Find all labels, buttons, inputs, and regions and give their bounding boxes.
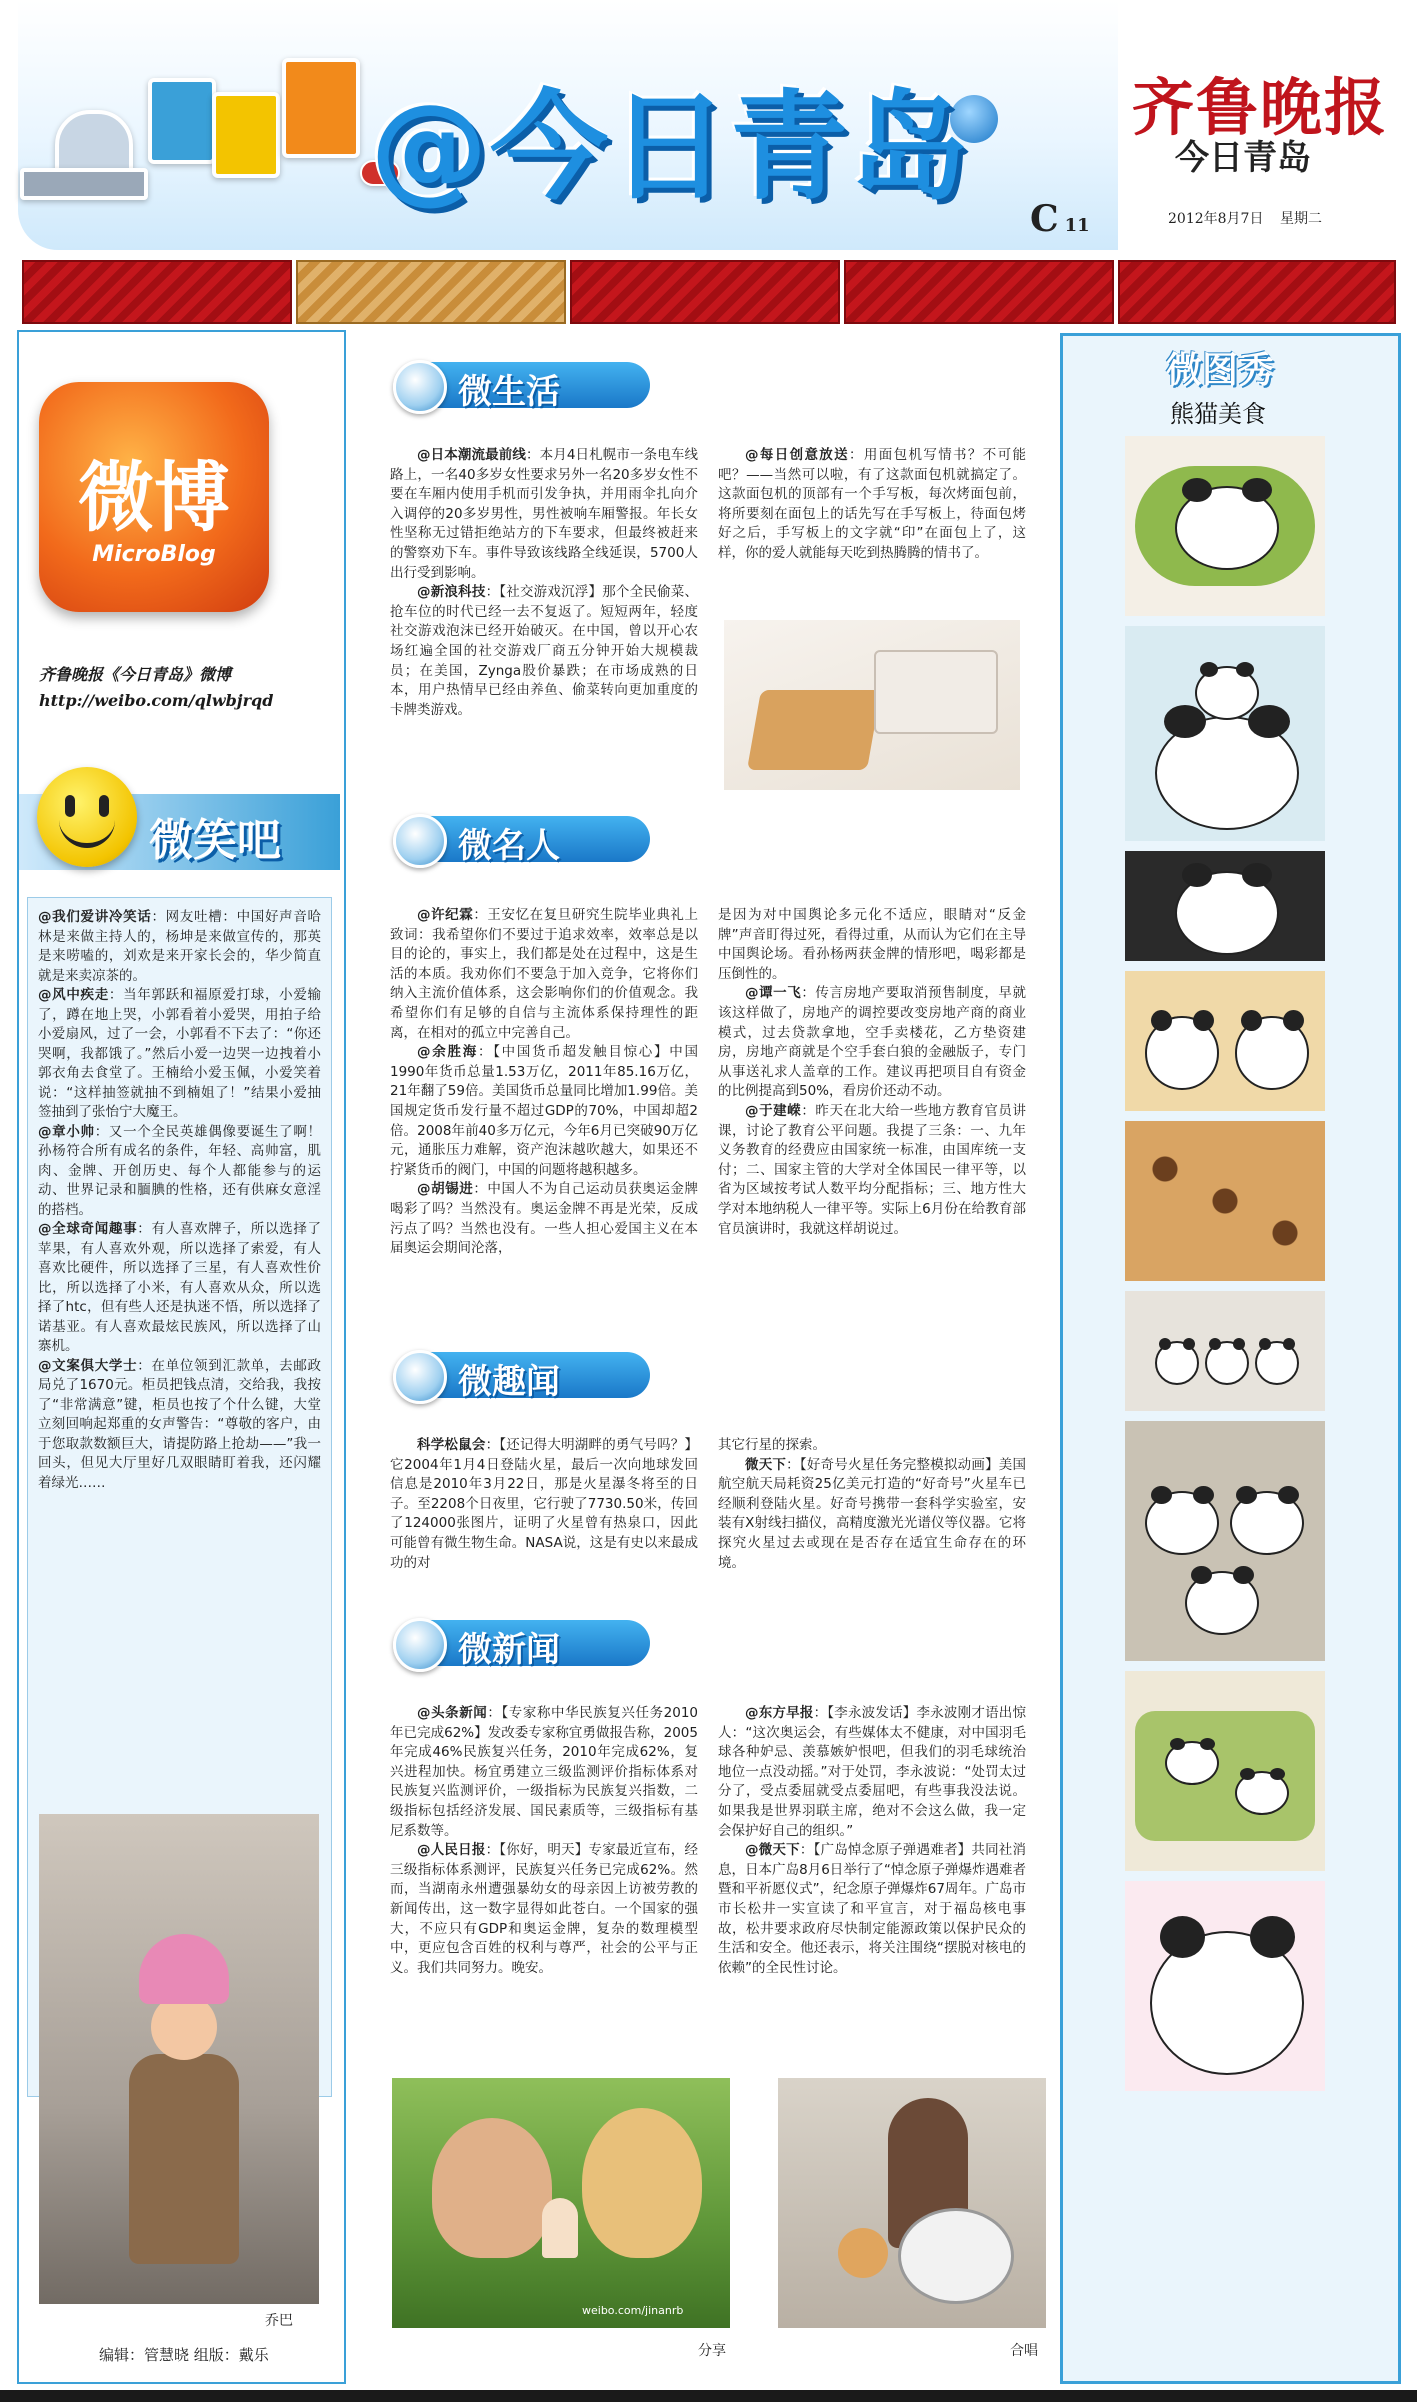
- post-author: 科学松鼠会: [417, 1437, 486, 1453]
- joke-author: @风中疾走: [38, 987, 109, 1003]
- panda-face: [1185, 1571, 1259, 1635]
- panda-food-photo: [1125, 1671, 1325, 1871]
- panda-face: [1230, 1491, 1304, 1555]
- post-author: @人民日报: [417, 1842, 486, 1859]
- stripe-block: [1118, 260, 1396, 324]
- post-author: @每日创意放送: [745, 447, 850, 463]
- weibo-caption: [39, 662, 273, 714]
- panda-food-photo: [1125, 626, 1325, 841]
- books-icon: [393, 1618, 447, 1672]
- post: [390, 1180, 698, 1258]
- panda-face: [1235, 1016, 1309, 1090]
- panda-food-photo: [1125, 436, 1325, 616]
- ice-cream-cone: [542, 2198, 578, 2258]
- edition-name: 今日青岛: [1175, 138, 1311, 178]
- section-title: @今日青岛: [370, 78, 971, 216]
- post-author: @新浪科技: [417, 584, 486, 601]
- joke-item: [38, 986, 321, 1123]
- section-title-celebs: 微名人: [458, 826, 560, 866]
- right-column: [1060, 333, 1401, 2384]
- post-author: @余胜海: [417, 1044, 478, 1061]
- panda-face: [1150, 1931, 1304, 2075]
- post-author: @许纪霖: [417, 907, 474, 923]
- panda-face: [1175, 871, 1279, 955]
- panda-food-photo: [1125, 1421, 1325, 1661]
- post-body: ：【社交游戏沉浮】那个全民偷菜、抢车位的时代已经一去不复返了。短短两年，轻度社交游戏泡沫已经开始破灭。在中国，曾以开心农场红遍全国的社交游戏厂商五分钟开始大规模裁员；在美国，Zynga股价暴跌；在市场成熟的日本，用户热情早已经由养鱼、偷菜转向更加重度的卡牌类游戏。: [390, 584, 698, 718]
- drum: [898, 2208, 1014, 2304]
- life-column-1: [390, 446, 698, 720]
- panda-face: [1175, 486, 1279, 570]
- post: [718, 1436, 1026, 1456]
- joke-author: @我们爱讲冷笑话: [38, 909, 152, 925]
- post-body: ：中国人不为自己运动员获奥运金牌喝彩了吗？当然没有。奥运金牌不再是光荣，反成污点了吗？当然也没有。一些人担心爱国主义在本届奥运会期间沦落，: [390, 1181, 699, 1257]
- news-column-2: [718, 1704, 1026, 1978]
- toaster-photo: [724, 620, 1020, 790]
- celebs-column-1: [390, 906, 698, 1259]
- child-photo: [39, 1814, 319, 2304]
- app-tile-icon: [148, 78, 216, 164]
- post: [718, 984, 1026, 1102]
- joke-item: [38, 1123, 321, 1221]
- share-photo-caption: 分享: [698, 2343, 726, 2359]
- post-body: ：王安忆在复旦研究生院毕业典礼上致词：我希望你们不要过于追求效率，效率总是以目的论的，事实上，我们都是处在过程中，这是生活的本质。我劝你们不要急于加入竞争，它将你们纳入主流价值体系，这会影响你们的价值观念。我希望你们有足够的自信与主流体系保持理性的距离，在相对的孤立中完善自己。: [390, 907, 699, 1041]
- post-body: ：昨天在北大给一些地方教育官员讲课，讨论了教育公平问题。我提了三条：一、九年义务教育的经费应由国家统一标准，由国库统一支付；二、国家主管的大学对全体国民一律平等，以省为区域按考试人数平均分配指标；三、地方性大学对本地纳税人一律平等。实际上6月份在给教育部官员演讲时，我就这样胡说过。: [718, 1102, 1027, 1237]
- weibo-logo-title: 微博: [78, 453, 230, 542]
- joke-item: [38, 1357, 321, 1494]
- laptop-icon: [20, 168, 148, 200]
- post: [390, 1043, 698, 1180]
- child-photo-caption: 乔巴: [265, 2313, 293, 2329]
- editor-credits: 编辑：管慧晓 组版：戴乐: [99, 2346, 269, 2364]
- post-author: @微天下: [745, 1842, 800, 1859]
- joke-author: @章小帅: [38, 1123, 95, 1140]
- girl-figure: [432, 2118, 552, 2258]
- panda-face: [1205, 1341, 1249, 1385]
- tv-tile-icon: [212, 92, 280, 178]
- footer-rule: [0, 2390, 1417, 2402]
- post-body: 其它行星的探索。: [718, 1437, 826, 1453]
- green-roll: [1135, 1711, 1315, 1841]
- panda-food-subtitle: 熊猫美食: [1170, 400, 1266, 428]
- post-body: 是因为对中国舆论多元化不适应，眼睛对“反金牌”声音盯得过死，看得过重，从而认为它们在主导中国舆论场。看孙杨两获金牌的情形吧，喝彩都是压倒性的。: [718, 907, 1026, 982]
- life-column-2: [718, 446, 1026, 564]
- post-author: 微天下: [745, 1456, 787, 1473]
- panda-face: [1155, 1341, 1199, 1385]
- girl-dog-photo: [392, 2078, 730, 2328]
- post-body: ：用面包机写情书？不可能吧？——当然可以啦，有了这款面包机就搞定了。这款面包机的顶部有一个手写板，每次烤面包前，将所要刻在面包上的话先写在手写板上，待面包烤好之后，手写板上的文字就“印”在面包上了，这样，你的爱人就能每天吃到热腾腾的情书了。: [718, 447, 1027, 561]
- weibo-url[interactable]: http://weibo.com/qlwbjrqd: [39, 691, 274, 710]
- joke-body: ：网友吐槽：中国好声音哈林是来做主持人的，杨坤是来做宣传的，那英是来唠嗑的，刘欢是来开家长会的，华少简直就是来卖凉茶的。: [38, 909, 322, 984]
- smiley-icon: [37, 767, 137, 867]
- post-body: ：传言房地产要取消预售制度，早就该这样做了，房地产的调控要改变房地产商的商业模式，过去贷款拿地，空手卖楼花，乙方垫资建房，房地产商就是个空手套白狼的金融版子，专门从事送礼求人盖章的工作。建议再把项目自有资金的比例提高到50%，看房价还动不动。: [718, 985, 1027, 1100]
- section-title-fun: 微趣闻: [458, 1362, 560, 1402]
- page-letter: C: [1030, 198, 1059, 240]
- joke-body: ：在单位领到汇款单，去邮政局兑了1670元。柜员把钱点清，交给我，我按了“非常满意”键，柜员也按了个什么键，大堂立刻回响起郑重的女声警告：“尊敬的客户，由于您取款数额巨大，请提防路上抢劫——”我一回头，但见大厅里好几双眼睛盯着我，还闪耀着绿光……: [38, 1357, 322, 1491]
- panda-cookie-photo: [1125, 1121, 1325, 1281]
- panda-face: [1165, 1741, 1219, 1785]
- post-body: ：本月4日札幌市一条电车线路上，一名40多岁女性要求另外一名20多岁女性不要在车厢内使用手机而引发争执，并用雨伞扎向介入调停的20多岁男性，男性被响车厢警报。年长女性坚称无过错拒绝站方的下车要求，但最终被赶来的警察劝下车。事件导致该线路全线延误，5700人出行受到影响。: [390, 447, 699, 581]
- fun-column-2: [718, 1436, 1026, 1573]
- issue-weekday: 星期二: [1280, 211, 1322, 227]
- page-number: [1030, 198, 1090, 240]
- post: [718, 446, 1026, 564]
- photo-figure-body: [129, 2054, 239, 2264]
- panda-face: [1145, 1016, 1219, 1090]
- post: [718, 906, 1026, 984]
- puppy-figure: [582, 2108, 702, 2258]
- post-author: @日本潮流最前线: [417, 447, 526, 463]
- tv-icon: [393, 1350, 447, 1404]
- stripe-block: [570, 260, 840, 324]
- joke-author: @全球奇闻趣事: [38, 1221, 138, 1237]
- panda-cake-photo: [1125, 1881, 1325, 2091]
- post-author: @头条新闻: [417, 1705, 488, 1721]
- chorus-photo-caption: 合唱: [1010, 2343, 1038, 2359]
- question-icon: [393, 814, 447, 868]
- post: [718, 1102, 1026, 1239]
- panda-face: [1155, 716, 1299, 830]
- section-title-news: 微新闻: [458, 1630, 560, 1670]
- microphone-icon: [393, 360, 447, 414]
- weibo-logo-subtitle: MicroBlog: [92, 542, 216, 567]
- joke-body: ：有人喜欢牌子，所以选择了苹果，有人喜欢外观，所以选择了索爱，有人喜欢比硬件，所以选择了三星，有人喜欢性价比，所以选择了小米，有人喜欢从众，所以选择了htc，但有些人还是执迷不悟，所以选择了诺基亚。有人喜欢最炫民族风，所以选择了山寨机。: [38, 1221, 322, 1354]
- issue-date: 2012年8月7日: [1168, 211, 1264, 227]
- post-author: @谭一飞: [745, 985, 802, 1002]
- post-body: ：【你好，明天】专家最近宣布，经三级指标体系测评，民族复兴任务已完成62%。然而，当湖南永州遭强暴幼女的母亲因上访被劳教的新闻传出，这一数字显得如此苍白。一个国家的强大，不应只有GDP和奥运金牌，复杂的数理模型中，更应包含百姓的权利与尊严，社会的公平与正义。我们共同努力。晚安。: [390, 1842, 698, 1976]
- stripe-block: [22, 260, 292, 324]
- celebs-column-2: [718, 906, 1026, 1239]
- fun-column-1: [390, 1436, 698, 1573]
- panda-face: [1145, 1491, 1219, 1555]
- bread-slice: [747, 690, 881, 770]
- masthead: [0, 0, 1417, 250]
- news-column-1: [390, 1704, 698, 1978]
- post-author: @于建嵘: [745, 1102, 802, 1119]
- post: [390, 1436, 698, 1573]
- picture-show-title: 微图秀: [1166, 350, 1275, 391]
- panda-food-photo: [1125, 971, 1325, 1111]
- left-column: [17, 330, 346, 2384]
- post: [718, 1456, 1026, 1574]
- panda-food-photo: [1125, 851, 1325, 961]
- photo-figure-hat: [139, 1934, 229, 2004]
- section-title-life: 微生活: [458, 372, 560, 412]
- post-author: @东方早报: [745, 1705, 814, 1721]
- post-body: ：【好奇号火星任务完整模拟动画】美国航空航天局耗资25亿美元打造的“好奇号”火星车已经顺利登陆火星。好奇号携带一套科学实验室，安装有X射线扫描仪，高精度激光光谱仪等仪器。它将探究火星过去或现在是否存在适宜生命存在的环境。: [718, 1456, 1027, 1571]
- post: [390, 1841, 698, 1978]
- page-digit: 11: [1064, 215, 1090, 236]
- weibo-account-name: 齐鲁晚报《今日青岛》微博: [39, 665, 232, 684]
- panda-face: [1235, 1771, 1289, 1815]
- panda-face: [1255, 1341, 1299, 1385]
- post: [390, 1704, 698, 1841]
- cat-figure: [838, 2228, 888, 2278]
- post-body: ：【还记得大明湖畔的勇气号吗？】它2004年1月4日登陆火星，最后一次向地球发回信息是2010年3月22日，那是火星瀑冬将至的日子。至2208个日夜里，它行驶了7730.50米，传回了124000张图片，证明了火星曾有热泉口，因此可能曾有微生物生命。NASA说，这是有史以来最成功的对: [390, 1437, 698, 1571]
- drummer-cat-photo: [778, 2078, 1046, 2328]
- post-body: ：【专家称中华民族复兴任务2010年已完成62%】发改委专家称宜勇做报告称，2005年完成46%民族复兴任务，2010年完成62%，复兴进程加快。杨宜勇建立三级监测评价指标体系对民族复兴监测评价，一级指标为民族复兴指数，二级指标包括经济发展、国民素质等，三级指标有基尼系数等。: [390, 1705, 699, 1839]
- weibo-logo: [39, 382, 269, 612]
- panda-face: [1195, 666, 1259, 720]
- lightbulb-tile-icon: [282, 58, 360, 158]
- post-body: ：【李永波发话】李永波刚才语出惊人：“这次奥运会，有些媒体太不健康，对中国羽毛球各种妒忌、羡慕嫉妒恨吧，但我们的羽毛球统治地位一点没动摇。”对于处罚，李永波说：“处罚太过分了，受点委屈就受点委屈吧，有些事我没法说。如果我是世界羽联主席，绝对不会这么做，我一定会保护好自己的组织。”: [718, 1705, 1026, 1839]
- joke-author: @文案俱大学士: [38, 1357, 138, 1374]
- photo-watermark: weibo.com/jinanrb: [582, 2304, 684, 2317]
- post: [390, 446, 698, 583]
- joke-item: [38, 1220, 321, 1357]
- joke-section-title: 微笑吧: [149, 815, 281, 866]
- post: [390, 906, 698, 1043]
- post: [718, 1704, 1026, 1841]
- panda-food-photo: [1125, 1291, 1325, 1411]
- post: [718, 1841, 1026, 1978]
- joke-body: ：当年郭跃和福原爱打球，小爱输了，蹲在地上哭，小郭看着小爱哭，用拍子给小爱扇风，过了一会，小郭看不下去了：“你还哭啊，我都饿了。”然后小爱一边哭一边拽着小郭衣角去食堂了。王楠给小爱玉佩，小爱笑着说：“这样抽签就抽不到楠姐了！”结果小爱抽签抽到了张怡宁大魔王。: [38, 987, 322, 1120]
- toaster-body: [874, 650, 998, 734]
- stripe-block: [844, 260, 1114, 324]
- joke-item: [38, 908, 321, 986]
- post-body: ：【中国货币超发触目惊心】中国1990年货币总量1.53万亿，2011年85.16万亿，21年翻了59倍。美国货币总量同比增加1.99倍。美国规定货币发行量不超过GDP的70%，中国却超2倍。2008年前40多万亿元，今年6月已突破90万亿元，通胀压力难解，资产泡沫越吹越大，如果还不拧紧货币的阀门，中国的问题将越积越多。: [390, 1044, 699, 1178]
- joke-body: ：又一个全民英雄偶像要诞生了啊！孙杨符合所有成名的条件，年轻、高帅富，肌肉、金牌、开创历史、每个人都能参与的运动、世界记录和腼腆的性格，还有供麻女意淫的搭档。: [38, 1123, 322, 1218]
- stripe-block: [296, 260, 566, 324]
- newspaper-name: 齐鲁晚报: [1132, 71, 1389, 144]
- post-body: ：【广岛悼念原子弹遇难者】共同社消息，日本广岛8月6日举行了“悼念原子弹爆炸遇难者暨和平祈愿仪式”，纪念原子弹爆炸67周年。广岛市市长松井一实宣读了和平宣言，对于福岛核电事故，松井要求政府尽快制定能源政策以保护民众的生活和安全。他还表示，将关注围绕“摆脱对核电的依赖”的全民性讨论。: [718, 1842, 1027, 1976]
- post-author: @胡锡进: [417, 1181, 474, 1198]
- post: [390, 583, 698, 720]
